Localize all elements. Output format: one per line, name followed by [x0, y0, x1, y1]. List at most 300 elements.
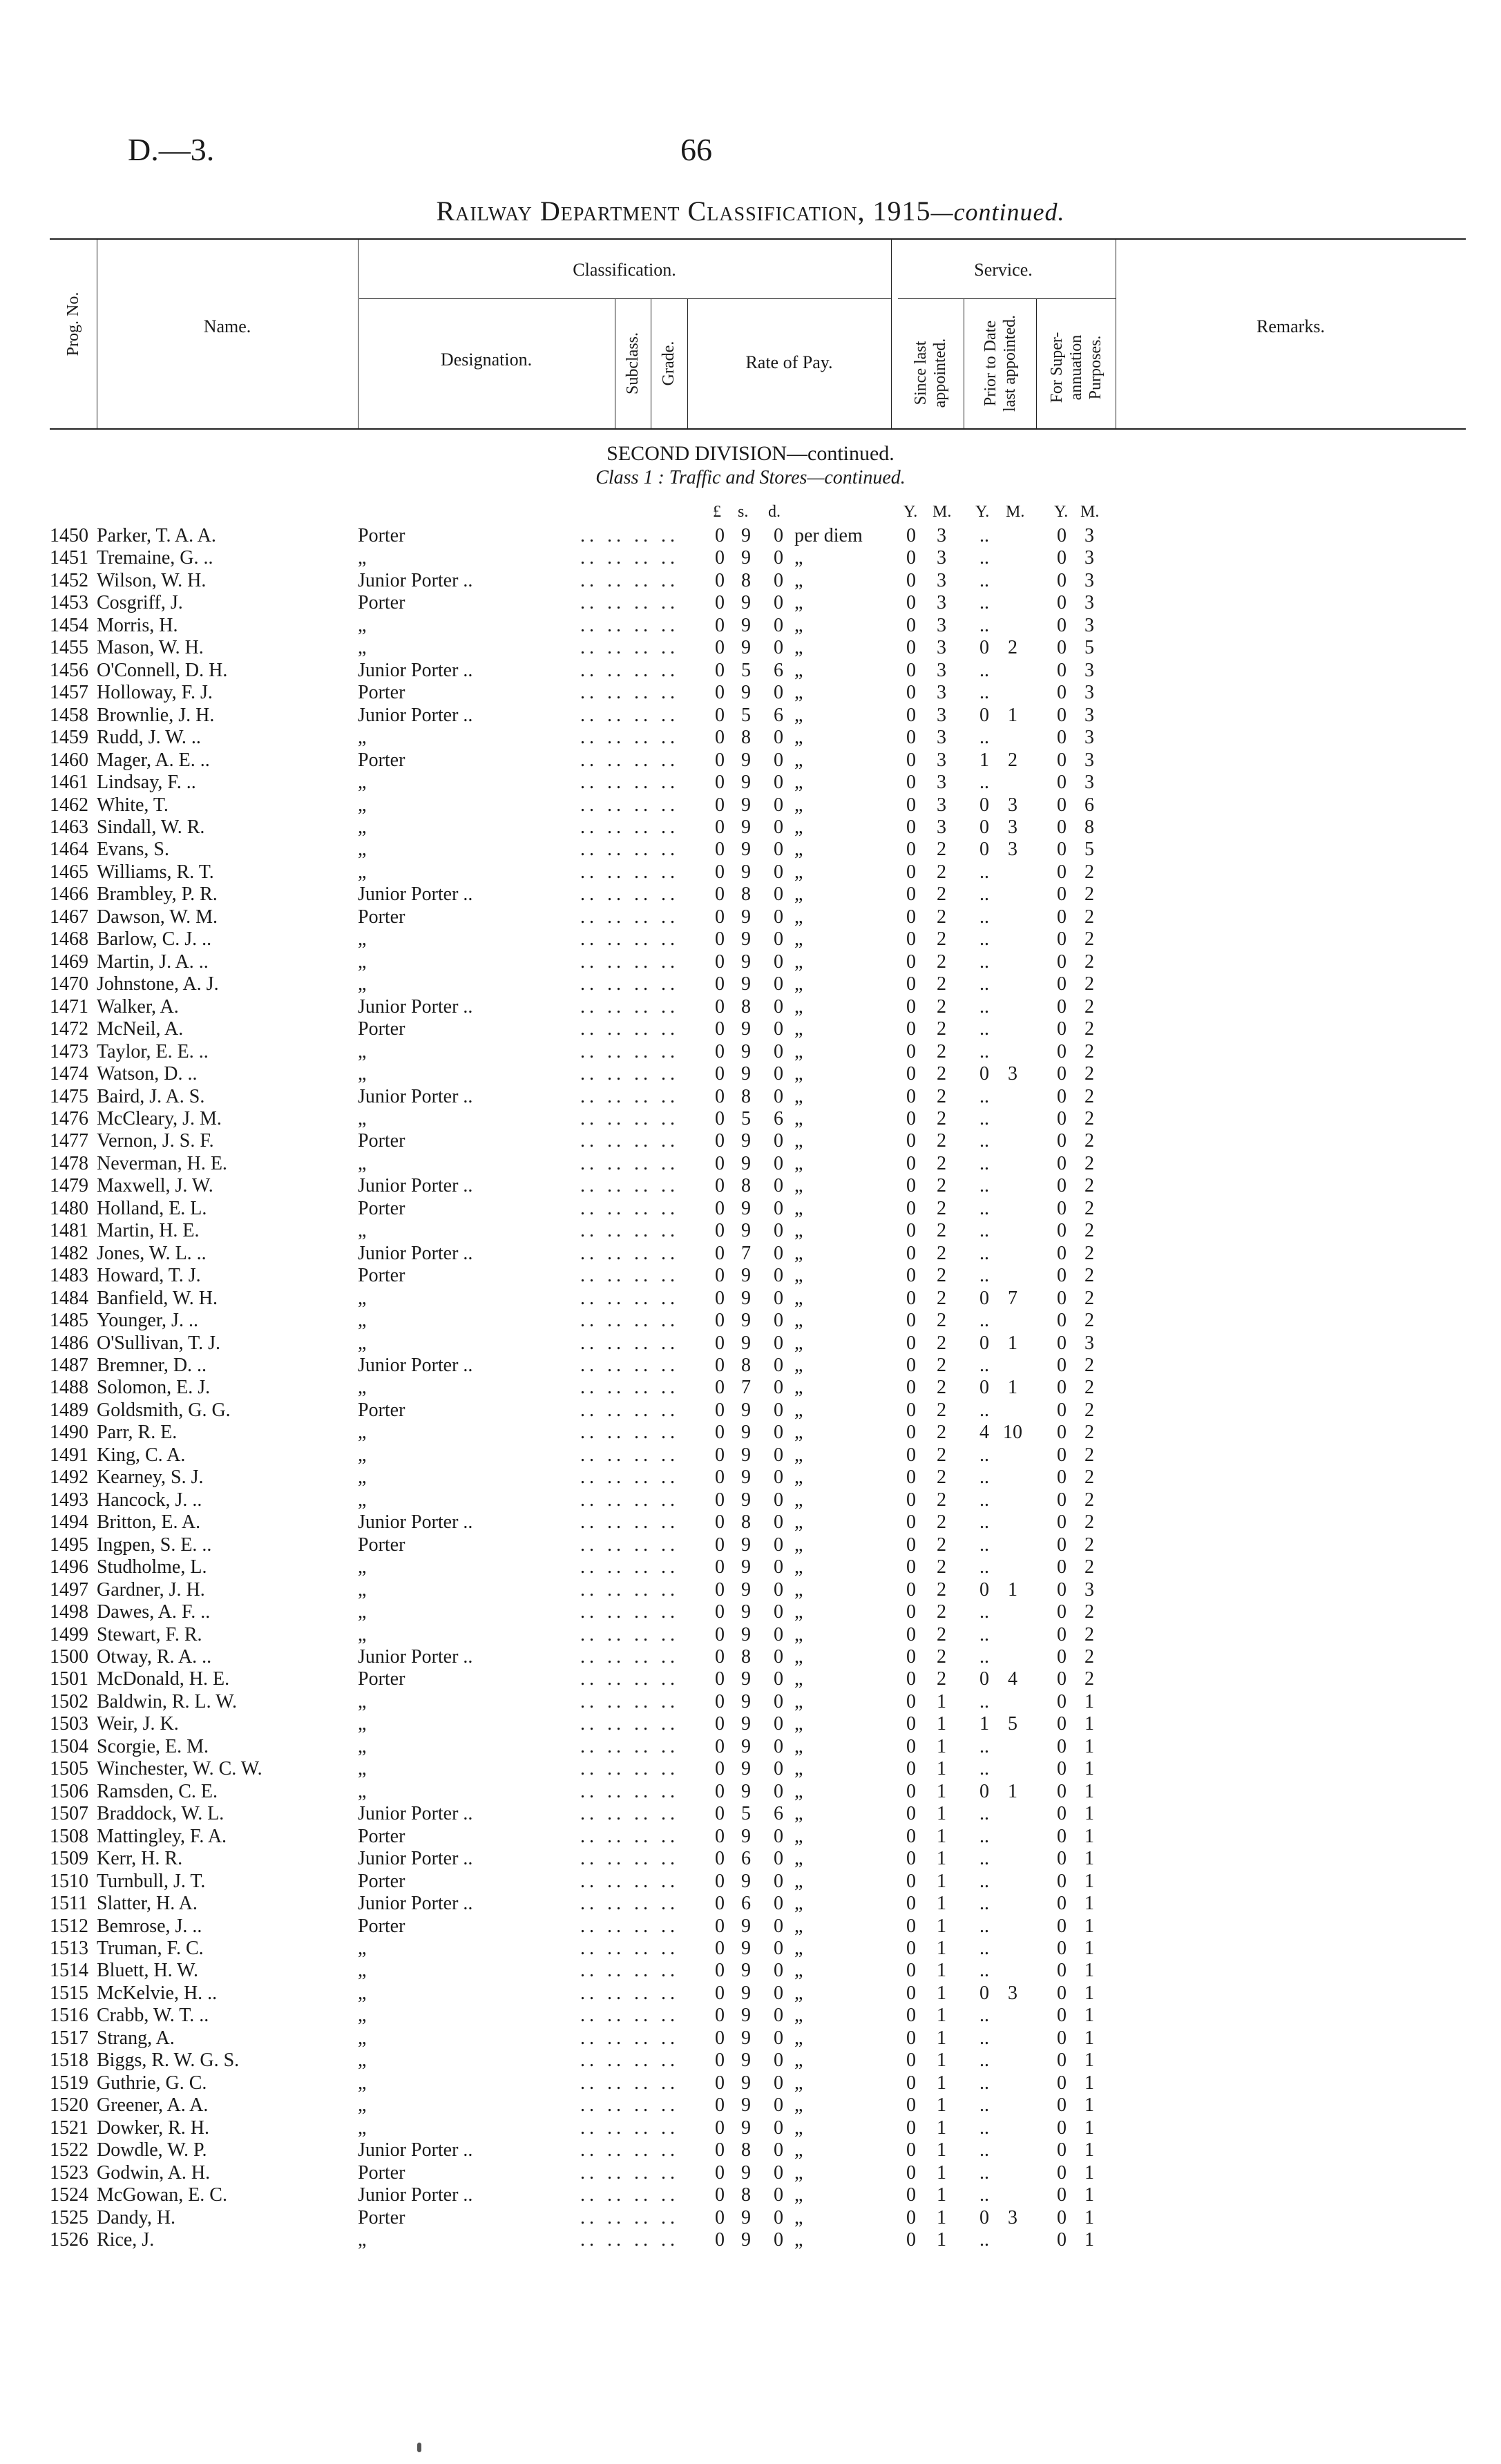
cell-since-years: 0 [906, 2050, 916, 2072]
cell-since-years: 0 [906, 1467, 916, 1489]
cell-super-years: 0 [1057, 2005, 1067, 2027]
cell-prog-no: 1496 [50, 1556, 88, 1578]
leader-dots: .. .. .. .. [580, 1848, 679, 1870]
cell-name: Scorgie, E. M. [97, 1735, 209, 1757]
cell-per-diem: „ [794, 727, 803, 749]
cell-name: Brambley, P. R. [97, 884, 218, 906]
cell-pounds: 0 [715, 1040, 725, 1062]
cell-super-months: 2 [1084, 1399, 1094, 1421]
cell-super-months: 2 [1084, 995, 1094, 1018]
cell-since-years: 0 [906, 1063, 916, 1085]
leader-dots: .. .. .. .. [580, 1713, 679, 1735]
cell-super-years: 0 [1057, 995, 1067, 1018]
cell-designation: Junior Porter .. [358, 1355, 473, 1377]
cell-since-months: 3 [937, 749, 946, 771]
leader-dots: .. .. .. .. [580, 1422, 679, 1444]
leader-dots: .. .. .. .. [580, 1018, 679, 1040]
cell-per-diem: „ [794, 1623, 803, 1645]
cell-prog-no: 1516 [50, 2005, 88, 2027]
cell-since-months: 2 [937, 1646, 946, 1668]
table-row [0, 1646, 1501, 1668]
cell-name: Parker, T. A. A. [97, 525, 216, 546]
cell-since-months: 2 [937, 1085, 946, 1107]
cell-pounds: 0 [715, 1758, 725, 1780]
cell-prog-no: 1464 [50, 839, 88, 861]
cell-pence: 0 [774, 1780, 783, 1802]
cell-pounds: 0 [715, 1107, 725, 1129]
cell-name: Kerr, H. R. [97, 1848, 183, 1870]
cell-name: Otway, R. A. .. [97, 1646, 212, 1668]
cell-per-diem: „ [794, 951, 803, 973]
cell-pounds: 0 [715, 1915, 725, 1937]
cell-super-years: 0 [1057, 547, 1067, 569]
leader-dots: .. .. .. .. [580, 2228, 679, 2251]
cell-shillings: 9 [741, 2206, 751, 2228]
cell-pounds: 0 [715, 772, 725, 794]
cell-shillings: 8 [741, 2184, 751, 2206]
cell-pence: 0 [774, 1893, 783, 1915]
cell-prog-no: 1507 [50, 1803, 88, 1825]
cell-pounds: 0 [715, 794, 725, 816]
cell-designation: „ [358, 547, 367, 569]
cell-super-years: 0 [1057, 2206, 1067, 2228]
cell-designation: Porter [358, 1399, 405, 1421]
cell-name: Banfield, W. H. [97, 1287, 218, 1309]
cell-prior-years: .. [979, 2027, 989, 2049]
cell-pence: 0 [774, 1534, 783, 1556]
cell-since-years: 0 [906, 2139, 916, 2161]
table-row [0, 1781, 1501, 1803]
cell-pence: 0 [774, 1915, 783, 1937]
cell-pence: 0 [774, 772, 783, 794]
cell-name: Turnbull, J. T. [97, 1870, 206, 1892]
cell-prior-months: 3 [1008, 1982, 1017, 2004]
cell-shillings: 9 [741, 1601, 751, 1623]
cell-pence: 0 [774, 1197, 783, 1219]
cell-name: Baird, J. A. S. [97, 1085, 205, 1107]
cell-name: Cosgriff, J. [97, 592, 183, 614]
cell-pounds: 0 [715, 1265, 725, 1287]
cell-designation: „ [358, 1377, 367, 1399]
cell-since-years: 0 [906, 1085, 916, 1107]
cell-pence: 0 [774, 995, 783, 1018]
cell-per-diem: „ [794, 906, 803, 928]
cell-prior-months: 1 [1008, 1332, 1017, 1354]
leader-dots: .. .. .. .. [580, 2094, 679, 2117]
cell-since-months: 2 [937, 973, 946, 995]
table-row [0, 1355, 1501, 1377]
cell-super-years: 0 [1057, 973, 1067, 995]
table-row [0, 2207, 1501, 2229]
cell-pounds: 0 [715, 592, 725, 614]
cell-super-years: 0 [1057, 1825, 1067, 1847]
cell-per-diem: „ [794, 794, 803, 816]
cell-per-diem: „ [794, 569, 803, 591]
table-row [0, 615, 1501, 637]
cell-since-years: 0 [906, 1623, 916, 1645]
cell-per-diem: „ [794, 1444, 803, 1466]
cell-prog-no: 1481 [50, 1220, 88, 1242]
cell-name: Kearney, S. J. [97, 1467, 204, 1489]
cell-since-years: 0 [906, 1107, 916, 1129]
table-row [0, 2229, 1501, 2251]
cell-prior-years: .. [979, 1601, 989, 1623]
leader-dots: .. .. .. .. [580, 1152, 679, 1174]
cell-prior-years: .. [979, 1848, 989, 1870]
cell-designation: „ [358, 2228, 367, 2251]
cell-since-years: 0 [906, 592, 916, 614]
cell-super-years: 0 [1057, 2027, 1067, 2049]
cell-super-years: 0 [1057, 1220, 1067, 1242]
header-service: Service. [974, 260, 1033, 280]
cell-name: Britton, E. A. [97, 1511, 201, 1534]
cell-since-years: 0 [906, 1937, 916, 1959]
cell-per-diem: „ [794, 839, 803, 861]
cell-name: O'Sullivan, T. J. [97, 1332, 221, 1354]
cell-prior-years: .. [979, 2094, 989, 2117]
cell-since-years: 0 [906, 1355, 916, 1377]
cell-name: Johnstone, A. J. [97, 973, 219, 995]
unit-super-years: Y. [1054, 503, 1069, 521]
cell-pounds: 0 [715, 995, 725, 1018]
table-row [0, 1826, 1501, 1848]
cell-shillings: 7 [741, 1377, 751, 1399]
cell-prior-years: .. [979, 1960, 989, 1982]
cell-prior-years: .. [979, 928, 989, 951]
cell-name: Braddock, W. L. [97, 1803, 224, 1825]
cell-super-months: 3 [1084, 749, 1094, 771]
header-superannuation: For Super-annuation Purposes. [1048, 332, 1105, 403]
cell-prog-no: 1463 [50, 816, 88, 838]
table-row [0, 1310, 1501, 1332]
cell-super-months: 1 [1084, 1735, 1094, 1757]
cell-prior-years: .. [979, 547, 989, 569]
cell-per-diem: „ [794, 772, 803, 794]
table-row [0, 1377, 1501, 1399]
cell-since-years: 0 [906, 682, 916, 704]
cell-prog-no: 1484 [50, 1287, 88, 1309]
cell-super-months: 2 [1084, 1018, 1094, 1040]
table-row [0, 1153, 1501, 1175]
cell-since-months: 3 [937, 637, 946, 659]
cell-designation: „ [358, 1556, 367, 1578]
table-row [0, 951, 1501, 973]
cell-since-months: 1 [937, 2184, 946, 2206]
cell-since-months: 2 [937, 1310, 946, 1332]
cell-since-months: 2 [937, 1242, 946, 1264]
cell-shillings: 9 [741, 2228, 751, 2251]
leader-dots: .. .. .. .. [580, 1893, 679, 1915]
cell-super-months: 2 [1084, 1511, 1094, 1534]
cell-super-months: 3 [1084, 1578, 1094, 1601]
cell-shillings: 8 [741, 884, 751, 906]
cell-super-months: 2 [1084, 1310, 1094, 1332]
cell-pence: 0 [774, 2050, 783, 2072]
cell-pounds: 0 [715, 1063, 725, 1085]
cell-prior-years: .. [979, 1623, 989, 1645]
cell-super-months: 1 [1084, 1780, 1094, 1802]
cell-super-years: 0 [1057, 1287, 1067, 1309]
cell-since-years: 0 [906, 1242, 916, 1264]
cell-since-months: 1 [937, 1848, 946, 1870]
cell-shillings: 9 [741, 1690, 751, 1712]
cell-prior-months: 1 [1008, 1377, 1017, 1399]
cell-shillings: 9 [741, 861, 751, 883]
cell-since-months: 3 [937, 727, 946, 749]
table-row [0, 2162, 1501, 2184]
cell-pence: 0 [774, 1623, 783, 1645]
cell-prior-months: 10 [1003, 1422, 1022, 1444]
cell-prog-no: 1469 [50, 951, 88, 973]
cell-prior-years: .. [979, 1175, 989, 1197]
cell-prog-no: 1511 [50, 1893, 88, 1915]
header-name: Name. [203, 316, 251, 336]
cell-super-years: 0 [1057, 1893, 1067, 1915]
table-row [0, 2139, 1501, 2161]
cell-pounds: 0 [715, 816, 725, 838]
cell-per-diem: „ [794, 1355, 803, 1377]
cell-prior-years: 0 [979, 1063, 989, 1085]
cell-prior-years: .. [979, 951, 989, 973]
cell-prior-years: .. [979, 659, 989, 681]
cell-pence: 0 [774, 1444, 783, 1466]
cell-name: Slatter, H. A. [97, 1893, 198, 1915]
cell-designation: „ [358, 861, 367, 883]
table-row [0, 705, 1501, 727]
cell-per-diem: „ [794, 1265, 803, 1287]
cell-super-months: 2 [1084, 1085, 1094, 1107]
leader-dots: .. .. .. .. [580, 525, 679, 546]
cell-since-months: 2 [937, 1511, 946, 1534]
cell-prog-no: 1515 [50, 1982, 88, 2004]
cell-shillings: 9 [741, 1310, 751, 1332]
cell-since-years: 0 [906, 637, 916, 659]
cell-super-years: 0 [1057, 794, 1067, 816]
cell-pence: 0 [774, 1175, 783, 1197]
leader-dots: .. .. .. .. [580, 1265, 679, 1287]
cell-prog-no: 1457 [50, 682, 88, 704]
cell-prior-years: .. [979, 772, 989, 794]
cell-prior-months: 1 [1008, 704, 1017, 726]
cell-pounds: 0 [715, 884, 725, 906]
cell-since-years: 0 [906, 839, 916, 861]
cell-super-years: 0 [1057, 2161, 1067, 2184]
table-row [0, 1467, 1501, 1489]
cell-since-years: 0 [906, 749, 916, 771]
cell-shillings: 9 [741, 682, 751, 704]
cell-designation: „ [358, 951, 367, 973]
cell-super-months: 3 [1084, 547, 1094, 569]
cell-since-years: 0 [906, 2117, 916, 2139]
cell-name: McDonald, H. E. [97, 1668, 230, 1690]
cell-per-diem: „ [794, 1870, 803, 1892]
cell-designation: „ [358, 2072, 367, 2094]
cell-super-months: 1 [1084, 1825, 1094, 1847]
cell-pounds: 0 [715, 1960, 725, 1982]
cell-super-years: 0 [1057, 1175, 1067, 1197]
cell-designation: „ [358, 1601, 367, 1623]
cell-since-years: 0 [906, 2094, 916, 2117]
cell-pence: 0 [774, 2184, 783, 2206]
cell-name: Mason, W. H. [97, 637, 204, 659]
table-row [0, 1938, 1501, 1960]
cell-pounds: 0 [715, 839, 725, 861]
table-row [0, 592, 1501, 614]
cell-name: Solomon, E. J. [97, 1377, 211, 1399]
cell-super-years: 0 [1057, 1085, 1067, 1107]
cell-prog-no: 1499 [50, 1623, 88, 1645]
cell-shillings: 9 [741, 1197, 751, 1219]
cell-prog-no: 1498 [50, 1601, 88, 1623]
cell-per-diem: „ [794, 614, 803, 636]
leader-dots: .. .. .. .. [580, 1063, 679, 1085]
cell-name: Hancock, J. .. [97, 1489, 202, 1511]
cell-pounds: 0 [715, 1578, 725, 1601]
cell-prior-years: .. [979, 727, 989, 749]
cell-since-months: 2 [937, 995, 946, 1018]
cell-name: Dawes, A. F. .. [97, 1601, 211, 1623]
cell-pounds: 0 [715, 2005, 725, 2027]
cell-designation: Junior Porter .. [358, 1893, 473, 1915]
cell-pounds: 0 [715, 1937, 725, 1959]
leader-dots: .. .. .. .. [580, 1130, 679, 1152]
cell-super-years: 0 [1057, 884, 1067, 906]
cell-pounds: 0 [715, 1332, 725, 1354]
cell-super-months: 2 [1084, 861, 1094, 883]
cell-name: Wilson, W. H. [97, 569, 207, 591]
subsection-heading: Class 1 : Traffic and Stores—continued. [595, 467, 906, 488]
table-row [0, 1916, 1501, 1938]
cell-since-months: 1 [937, 1713, 946, 1735]
cell-super-years: 0 [1057, 1489, 1067, 1511]
cell-prog-no: 1470 [50, 973, 88, 995]
cell-super-months: 2 [1084, 928, 1094, 951]
leader-dots: .. .. .. .. [580, 973, 679, 995]
cell-pounds: 0 [715, 1197, 725, 1219]
cell-designation: Porter [358, 682, 405, 704]
cell-since-months: 2 [937, 1040, 946, 1062]
cell-per-diem: „ [794, 1220, 803, 1242]
cell-designation: Junior Porter .. [358, 659, 473, 681]
cell-pence: 0 [774, 614, 783, 636]
cell-since-years: 0 [906, 861, 916, 883]
cell-prior-years: .. [979, 682, 989, 704]
table-row [0, 1893, 1501, 1915]
cell-designation: „ [358, 637, 367, 659]
cell-prior-years: .. [979, 1018, 989, 1040]
cell-shillings: 9 [741, 1063, 751, 1085]
cell-per-diem: „ [794, 1937, 803, 1959]
cell-pounds: 0 [715, 1870, 725, 1892]
leader-dots: .. .. .. .. [580, 1825, 679, 1847]
cell-per-diem: „ [794, 2139, 803, 2161]
cell-pence: 0 [774, 1937, 783, 1959]
leader-dots: .. .. .. .. [580, 1758, 679, 1780]
table-row [0, 1713, 1501, 1735]
cell-designation: „ [358, 772, 367, 794]
cell-shillings: 9 [741, 2161, 751, 2184]
cell-designation: Junior Porter .. [358, 1511, 473, 1534]
leader-dots: .. .. .. .. [580, 1332, 679, 1354]
cell-prior-years: .. [979, 1220, 989, 1242]
cell-per-diem: „ [794, 1377, 803, 1399]
table-row [0, 570, 1501, 592]
cell-pounds: 0 [715, 637, 725, 659]
cell-prior-years: .. [979, 1646, 989, 1668]
table-row [0, 727, 1501, 749]
cell-pounds: 0 [715, 1534, 725, 1556]
cell-since-months: 2 [937, 1018, 946, 1040]
cell-pence: 0 [774, 2117, 783, 2139]
table-row [0, 816, 1501, 839]
cell-shillings: 9 [741, 772, 751, 794]
cell-shillings: 9 [741, 749, 751, 771]
cell-since-years: 0 [906, 1848, 916, 1870]
cell-since-years: 0 [906, 1668, 916, 1690]
cell-per-diem: „ [794, 682, 803, 704]
cell-pence: 0 [774, 906, 783, 928]
cell-pounds: 0 [715, 1848, 725, 1870]
cell-pounds: 0 [715, 1130, 725, 1152]
cell-per-diem: „ [794, 1960, 803, 1982]
cell-since-months: 2 [937, 1467, 946, 1489]
cell-since-months: 3 [937, 614, 946, 636]
cell-prior-years: .. [979, 2005, 989, 2027]
cell-super-months: 2 [1084, 1646, 1094, 1668]
cell-pounds: 0 [715, 749, 725, 771]
table-row [0, 1063, 1501, 1085]
cell-pence: 0 [774, 2005, 783, 2027]
cell-prior-years: .. [979, 1444, 989, 1466]
cell-shillings: 7 [741, 1242, 751, 1264]
cell-since-years: 0 [906, 2161, 916, 2184]
leader-dots: .. .. .. .. [580, 1735, 679, 1757]
cell-pounds: 0 [715, 1690, 725, 1712]
cell-super-months: 2 [1084, 1220, 1094, 1242]
header-designation: Designation. [440, 350, 533, 370]
service-underline [898, 298, 1116, 299]
cell-prog-no: 1503 [50, 1713, 88, 1735]
cell-designation: „ [358, 2005, 367, 2027]
cell-prior-years: 1 [979, 1713, 989, 1735]
table-row [0, 1624, 1501, 1646]
cell-since-months: 2 [937, 1377, 946, 1399]
cell-super-years: 0 [1057, 1152, 1067, 1174]
cell-per-diem: „ [794, 1040, 803, 1062]
cell-since-years: 0 [906, 1511, 916, 1534]
cell-per-diem: „ [794, 1422, 803, 1444]
cell-prior-years: .. [979, 1534, 989, 1556]
cell-prog-no: 1455 [50, 637, 88, 659]
cell-super-years: 0 [1057, 614, 1067, 636]
leader-dots: .. .. .. .. [580, 1915, 679, 1937]
header-classification: Classification. [573, 260, 676, 280]
cell-prog-no: 1460 [50, 749, 88, 771]
cell-shillings: 9 [741, 1915, 751, 1937]
cell-per-diem: „ [794, 704, 803, 726]
cell-per-diem: „ [794, 2161, 803, 2184]
leader-dots: .. .. .. .. [580, 1085, 679, 1107]
cell-per-diem: „ [794, 1467, 803, 1489]
cell-designation: Junior Porter .. [358, 1803, 473, 1825]
cell-super-years: 0 [1057, 1377, 1067, 1399]
cell-since-months: 1 [937, 1690, 946, 1712]
leader-dots: .. .. .. .. [580, 1646, 679, 1668]
cell-pounds: 0 [715, 1556, 725, 1578]
cell-prog-no: 1506 [50, 1780, 88, 1802]
cell-pounds: 0 [715, 1175, 725, 1197]
cell-prog-no: 1526 [50, 2228, 88, 2251]
